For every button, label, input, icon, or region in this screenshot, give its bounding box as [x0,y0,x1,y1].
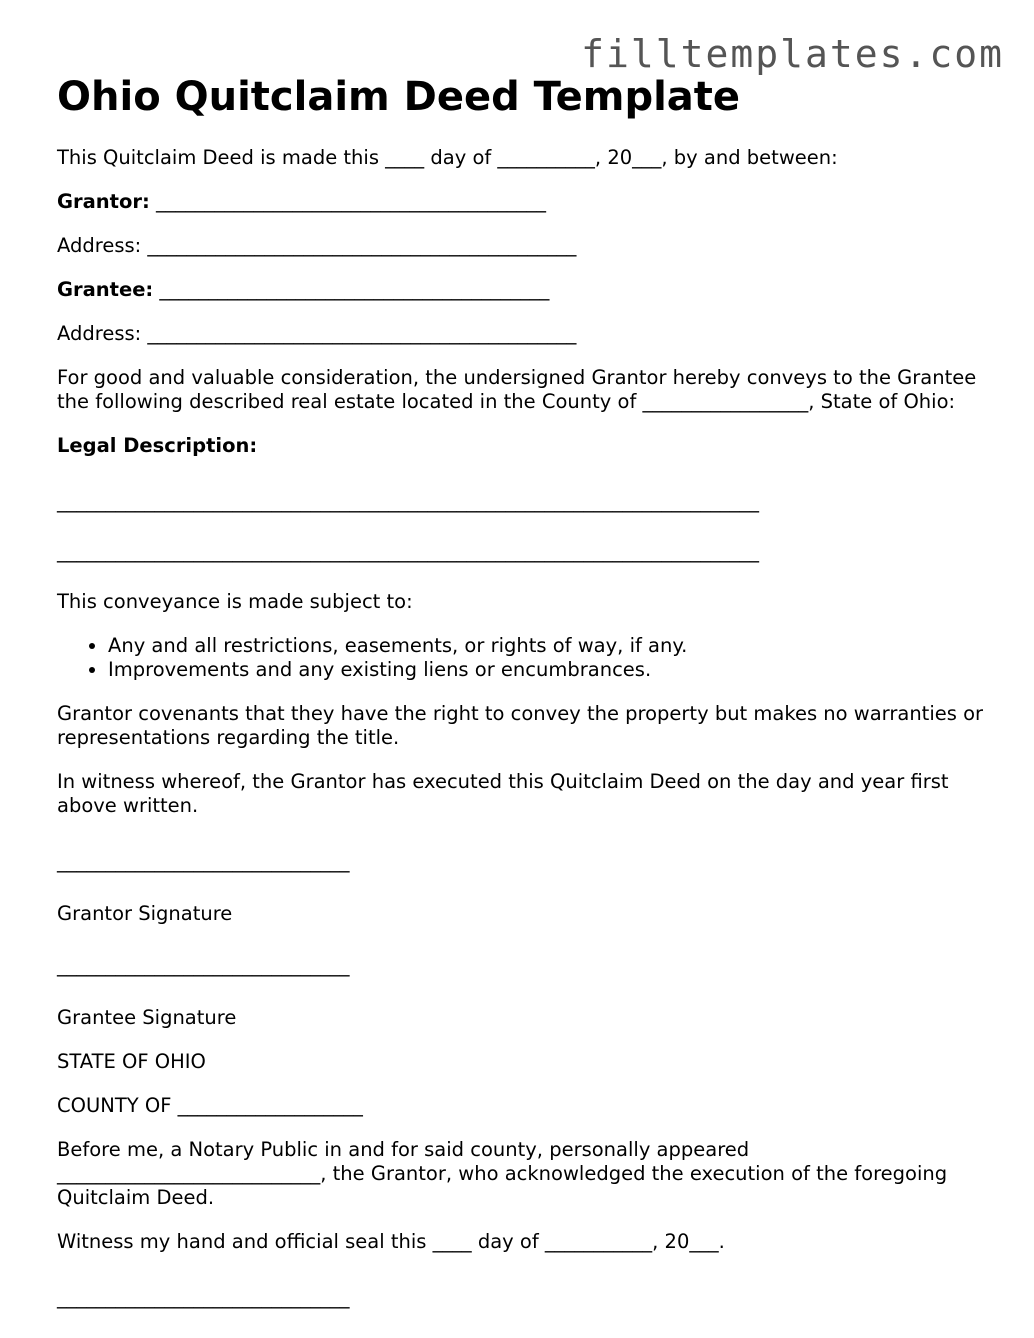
grantee-address: Address: ____________________________________________ [57,322,577,345]
grantor-line [57,190,987,214]
grantee-label: Grantee: [57,278,154,301]
grantor-signature-line: ______________________________ [57,850,350,873]
notary-statement: Before me, a Notary Public in and for said county, personally appeared ___________________________, the Grantor, who acknowledged the execution of the foregoing Quitclaim Deed. [57,1138,948,1209]
list-item: • Improvements and any existing liens or encumbrances. [108,658,987,682]
page-title: Ohio Quitclaim Deed Template [57,74,741,120]
county-line: COUNTY OF ___________________ [57,1094,363,1117]
notary-signature-line: ______________________________ [57,1286,350,1309]
subject-to-intro: This conveyance is made subject to: [57,590,413,613]
witness-clause: In witness whereof, the Grantor has executed this Quitclaim Deed on the day and year first above written. [57,770,949,817]
document-page [57,72,987,1330]
grantor-signature-label: Grantor Signature [57,902,233,925]
grantee-signature-label: Grantee Signature [57,1006,237,1029]
legal-description-line-1: ________________________________________________________________________ [57,490,759,513]
covenant-paragraph: Grantor covenants that they have the right to convey the property but makes no warranties or representations regarding the title. [57,702,984,749]
subject-to-list [57,634,987,682]
legal-description-line-2: ________________________________________________________________________ [57,540,759,563]
intro-paragraph: This Quitclaim Deed is made this ____ day of __________, 20___, by and between: [57,146,838,169]
notary-witness: Witness my hand and official seal this ____ day of ___________, 20___. [57,1230,725,1253]
grantee-line [57,278,987,302]
grantor-label: Grantor: [57,190,150,213]
grantor-blank: ________________________________________ [149,190,546,213]
list-item: • Any and all restrictions, easements, or rights of way, if any. [108,634,987,658]
consideration-paragraph: For good and valuable consideration, the undersigned Grantor hereby conveys to the Grantee the following described real estate located in the County of _________________, State of Ohio: [57,366,977,413]
grantee-blank: ________________________________________ [153,278,550,301]
grantee-signature-line: ______________________________ [57,954,350,977]
watermark-logo: filltemplates.com [581,32,1004,76]
legal-description-label: Legal Description: [57,434,258,457]
grantor-address: Address: ____________________________________________ [57,234,577,257]
state-line: STATE OF OHIO [57,1050,206,1073]
